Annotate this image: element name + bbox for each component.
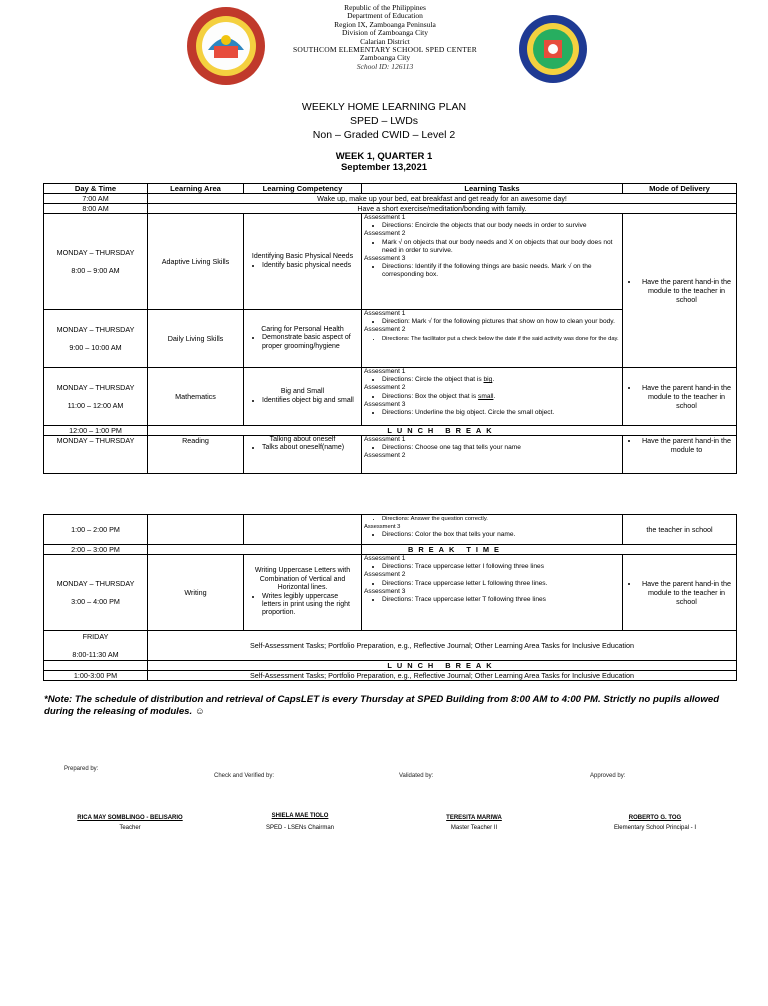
- signatory-name: TERESITA MARIWA: [446, 815, 502, 821]
- delivery-cell: [623, 555, 737, 631]
- day-label: MONDAY – THURSDAY: [56, 383, 135, 392]
- col-header: Day & Time: [44, 184, 148, 194]
- assessment-label: Assessment 2: [364, 571, 406, 579]
- signatory-name: RICA MAY SOMBLINGO - BELISARIO: [77, 815, 183, 821]
- learning-area: Reading: [148, 436, 244, 474]
- learning-area: Mathematics: [148, 368, 244, 426]
- assessment-label: Assessment 1: [364, 436, 406, 443]
- signatory-role: Master Teacher II: [450, 825, 498, 831]
- lunch-break: LUNCH BREAK: [148, 661, 737, 671]
- time-label: 11:00 – 12:00 AM: [67, 401, 124, 410]
- time-label: 8:00 – 9:00 AM: [71, 266, 120, 275]
- delivery-mode: • Have the parent hand-in the module to: [639, 436, 734, 454]
- assessment-label: Assessment 1: [364, 368, 406, 375]
- delivery-mode: the teacher in school: [623, 515, 737, 545]
- friday-tasks: Self-Assessment Tasks; Portfolio Preparation, e.g., Reflective Journal; Other Learning Area Tasks for Inclusive Education: [148, 631, 737, 661]
- delivery-cell: [623, 436, 737, 474]
- plan-subtitle: SPED – LWDs: [349, 115, 419, 127]
- col-header: Learning Competency: [244, 184, 362, 194]
- competency-bullet: • Identifies object big and small: [262, 397, 359, 405]
- task-direction: • Directions: The facilitator put a check below the date if the said activity was done for the day.: [382, 335, 620, 343]
- col-header: Learning Tasks: [362, 184, 623, 194]
- day-time-cell: [44, 214, 148, 310]
- time-label: 8:00-11:30 AM: [72, 650, 119, 659]
- delivery-mode: • Have the parent hand-in the module to the teacher in school: [639, 383, 734, 410]
- time-cell: 2:00 – 3:00 PM: [44, 545, 148, 555]
- letterhead-line: Department of Education: [347, 11, 423, 21]
- delivery-mode: • Have the parent hand-in the module to the teacher in school: [639, 277, 734, 304]
- break-time: BREAK TIME: [362, 545, 737, 555]
- tasks-cell: [362, 368, 623, 426]
- time-cell: 7:00 AM: [44, 194, 148, 204]
- signatory-role: Teacher: [119, 825, 141, 831]
- competency-cell: [244, 214, 362, 310]
- task-direction: • Directions: Answer the question correctly.: [382, 515, 620, 523]
- day-label: MONDAY – THURSDAY: [44, 436, 148, 474]
- task-direction: • Directions: Circle the object that is big.: [382, 376, 620, 384]
- day-label: MONDAY – THURSDAY: [56, 248, 135, 257]
- day-time-cell: [44, 310, 148, 368]
- signatory-name: ROBERTO G. TOG: [628, 815, 682, 821]
- competency-cell: [244, 310, 362, 368]
- learning-plan-table: [43, 183, 737, 474]
- task-direction: • Directions: Trace uppercase letter I following three lines: [382, 563, 620, 571]
- learning-area: Writing: [148, 555, 244, 631]
- day-label: MONDAY – THURSDAY: [56, 325, 135, 334]
- schedule-note: *Note: The schedule of distribution and retrieval of CapsLET is every Thursday at SPED Building from 8:00 AM to 4:00 PM. Strictly no pupils allowed during the releasing of modules. ☺: [44, 694, 720, 717]
- tasks-cell: [362, 436, 623, 474]
- assessment-label: Assessment 2: [364, 326, 406, 334]
- competency-bullet: • Writes legibly uppercase letters in print using the right proportion.: [262, 593, 359, 618]
- tasks-cell: [362, 555, 623, 631]
- task-direction: • Directions: Trace uppercase letter T following three lines: [382, 596, 620, 604]
- letterhead-line: Republic of the Philippines: [344, 3, 426, 12]
- week-label: WEEK 1, QUARTER 1: [335, 151, 433, 162]
- routine-text: Have a short exercise/meditation/bonding with family.: [148, 204, 737, 214]
- time-cell: 1:00 – 2:00 PM: [44, 515, 148, 545]
- delivery-cell: [623, 214, 737, 368]
- assessment-label: Assessment 2: [364, 384, 406, 392]
- empty-cell: [148, 545, 362, 555]
- competency-bullet: • Identify basic physical needs: [262, 262, 359, 270]
- task-direction: • Directions: Underline the big object. Circle the small object.: [382, 409, 620, 417]
- assessment-label: Assessment 3: [364, 524, 401, 531]
- col-header: Mode of Delivery: [623, 184, 737, 194]
- afternoon-tasks: Self-Assessment Tasks; Portfolio Preparation, e.g., Reflective Journal; Other Learning Area Tasks for Inclusive Education: [148, 671, 737, 681]
- task-direction: • Directions: Choose one tag that tells your name: [382, 444, 620, 452]
- competency-title: Writing Uppercase Letters with Combination of Vertical and Horizontal lines.: [254, 567, 351, 592]
- letterhead: [230, 4, 540, 71]
- assessment-label: Assessment 3: [364, 587, 406, 595]
- assessment-label: Assessment 3: [364, 400, 406, 408]
- assessment-label: Assessment 2: [364, 230, 406, 238]
- plan-title: WEEKLY HOME LEARNING PLAN: [301, 101, 467, 113]
- day-time-cell: [44, 631, 148, 661]
- task-direction: • Directions: Trace uppercase letter L following three lines.: [382, 580, 620, 588]
- plan-titles: [234, 100, 534, 142]
- delivery-mode: • Have the parent hand-in the module to the teacher in school: [639, 579, 734, 606]
- time-label: 9:00 – 10:00 AM: [69, 343, 122, 352]
- checked-label: Check and Verified by:: [214, 773, 275, 779]
- letterhead-line: Region IX, Zamboanga Peninsula: [334, 19, 436, 29]
- learning-area-empty: [148, 515, 244, 545]
- approved-label: Approved by:: [590, 773, 626, 779]
- signatory-role: SPED - LSENs Chairman: [265, 825, 335, 831]
- assessment-label: Assessment 2: [364, 452, 406, 460]
- assessment-label: Assessment 1: [364, 555, 406, 562]
- letterhead-line: Calarian District: [360, 36, 410, 46]
- time-label: 3:00 – 4:00 PM: [71, 597, 120, 606]
- learning-area: Daily Living Skills: [148, 310, 244, 368]
- col-header: Learning Area: [148, 184, 244, 194]
- competency-title: Caring for Personal Health: [261, 325, 344, 333]
- routine-text: Wake up, make up your bed, eat breakfast and get ready for an awesome day!: [148, 194, 737, 204]
- signatory-name: SHIELA MAE TIOLO: [271, 813, 329, 819]
- tasks-cell: [362, 515, 623, 545]
- lunch-break: LUNCH BREAK: [148, 426, 737, 436]
- validated-label: Validated by:: [399, 773, 434, 779]
- tasks-cell: [362, 310, 623, 368]
- letterhead-line: Division of Zamboanga City: [341, 28, 429, 38]
- learning-area: Adaptive Living Skills: [148, 214, 244, 310]
- assessment-label: Assessment 1: [364, 214, 406, 221]
- time-cell: 8:00 AM: [44, 204, 148, 214]
- task-direction: • Directions: Encircle the objects that our body needs in order to survive: [382, 222, 620, 230]
- task-direction: • Directions: Color the box that tells your name.: [382, 531, 620, 539]
- competency-empty: [244, 515, 362, 545]
- signatory-role: Elementary School Principal - I: [613, 825, 697, 831]
- competency-cell: [244, 555, 362, 631]
- plan-level: Non – Graded CWID – Level 2: [312, 129, 456, 141]
- competency-title: Talking about oneself: [269, 436, 336, 443]
- letterhead-line: SOUTHCOM ELEMENTARY SCHOOL SPED CENTER: [293, 45, 477, 55]
- delivery-cell: [623, 368, 737, 426]
- competency-bullet: • Demonstrate basic aspect of proper grooming/hygiene: [262, 334, 359, 351]
- learning-plan-table-continued: [43, 514, 737, 681]
- competency-bullet: • Talks about oneself(name): [262, 444, 359, 452]
- empty-cell: [44, 661, 148, 671]
- day-label: FRIDAY: [82, 632, 109, 641]
- assessment-label: Assessment 1: [364, 310, 406, 317]
- time-cell: 12:00 – 1:00 PM: [44, 426, 148, 436]
- task-direction: • Direction: Mark √ for the following pictures that show on how to clean your body.: [382, 318, 620, 326]
- assessment-label: Assessment 3: [364, 255, 406, 263]
- time-cell: 1:00-3:00 PM: [44, 671, 148, 681]
- letterhead-line: Zamboanga City: [359, 53, 411, 63]
- week-heading: [234, 151, 534, 173]
- school-id: School ID: 126113: [356, 61, 414, 71]
- competency-title: Identifying Basic Physical Needs: [251, 253, 354, 261]
- competency-title: Big and Small: [280, 388, 325, 396]
- competency-cell: [244, 368, 362, 426]
- day-time-cell: [44, 555, 148, 631]
- task-direction: • Directions: Identify if the following things are basic needs. Mark √ on the corresponding box.: [382, 263, 620, 279]
- competency-cell: [244, 436, 362, 474]
- task-direction: • Mark √ on objects that our body needs and X on objects that our body does not need in order to survive.: [382, 239, 620, 255]
- day-time-cell: [44, 368, 148, 426]
- tasks-cell: [362, 214, 623, 310]
- week-date: September 13,2021: [340, 162, 428, 173]
- prepared-label: Prepared by:: [64, 766, 99, 772]
- task-direction: • Directions: Box the object that is small.: [382, 393, 620, 401]
- day-label: MONDAY – THURSDAY: [56, 579, 135, 588]
